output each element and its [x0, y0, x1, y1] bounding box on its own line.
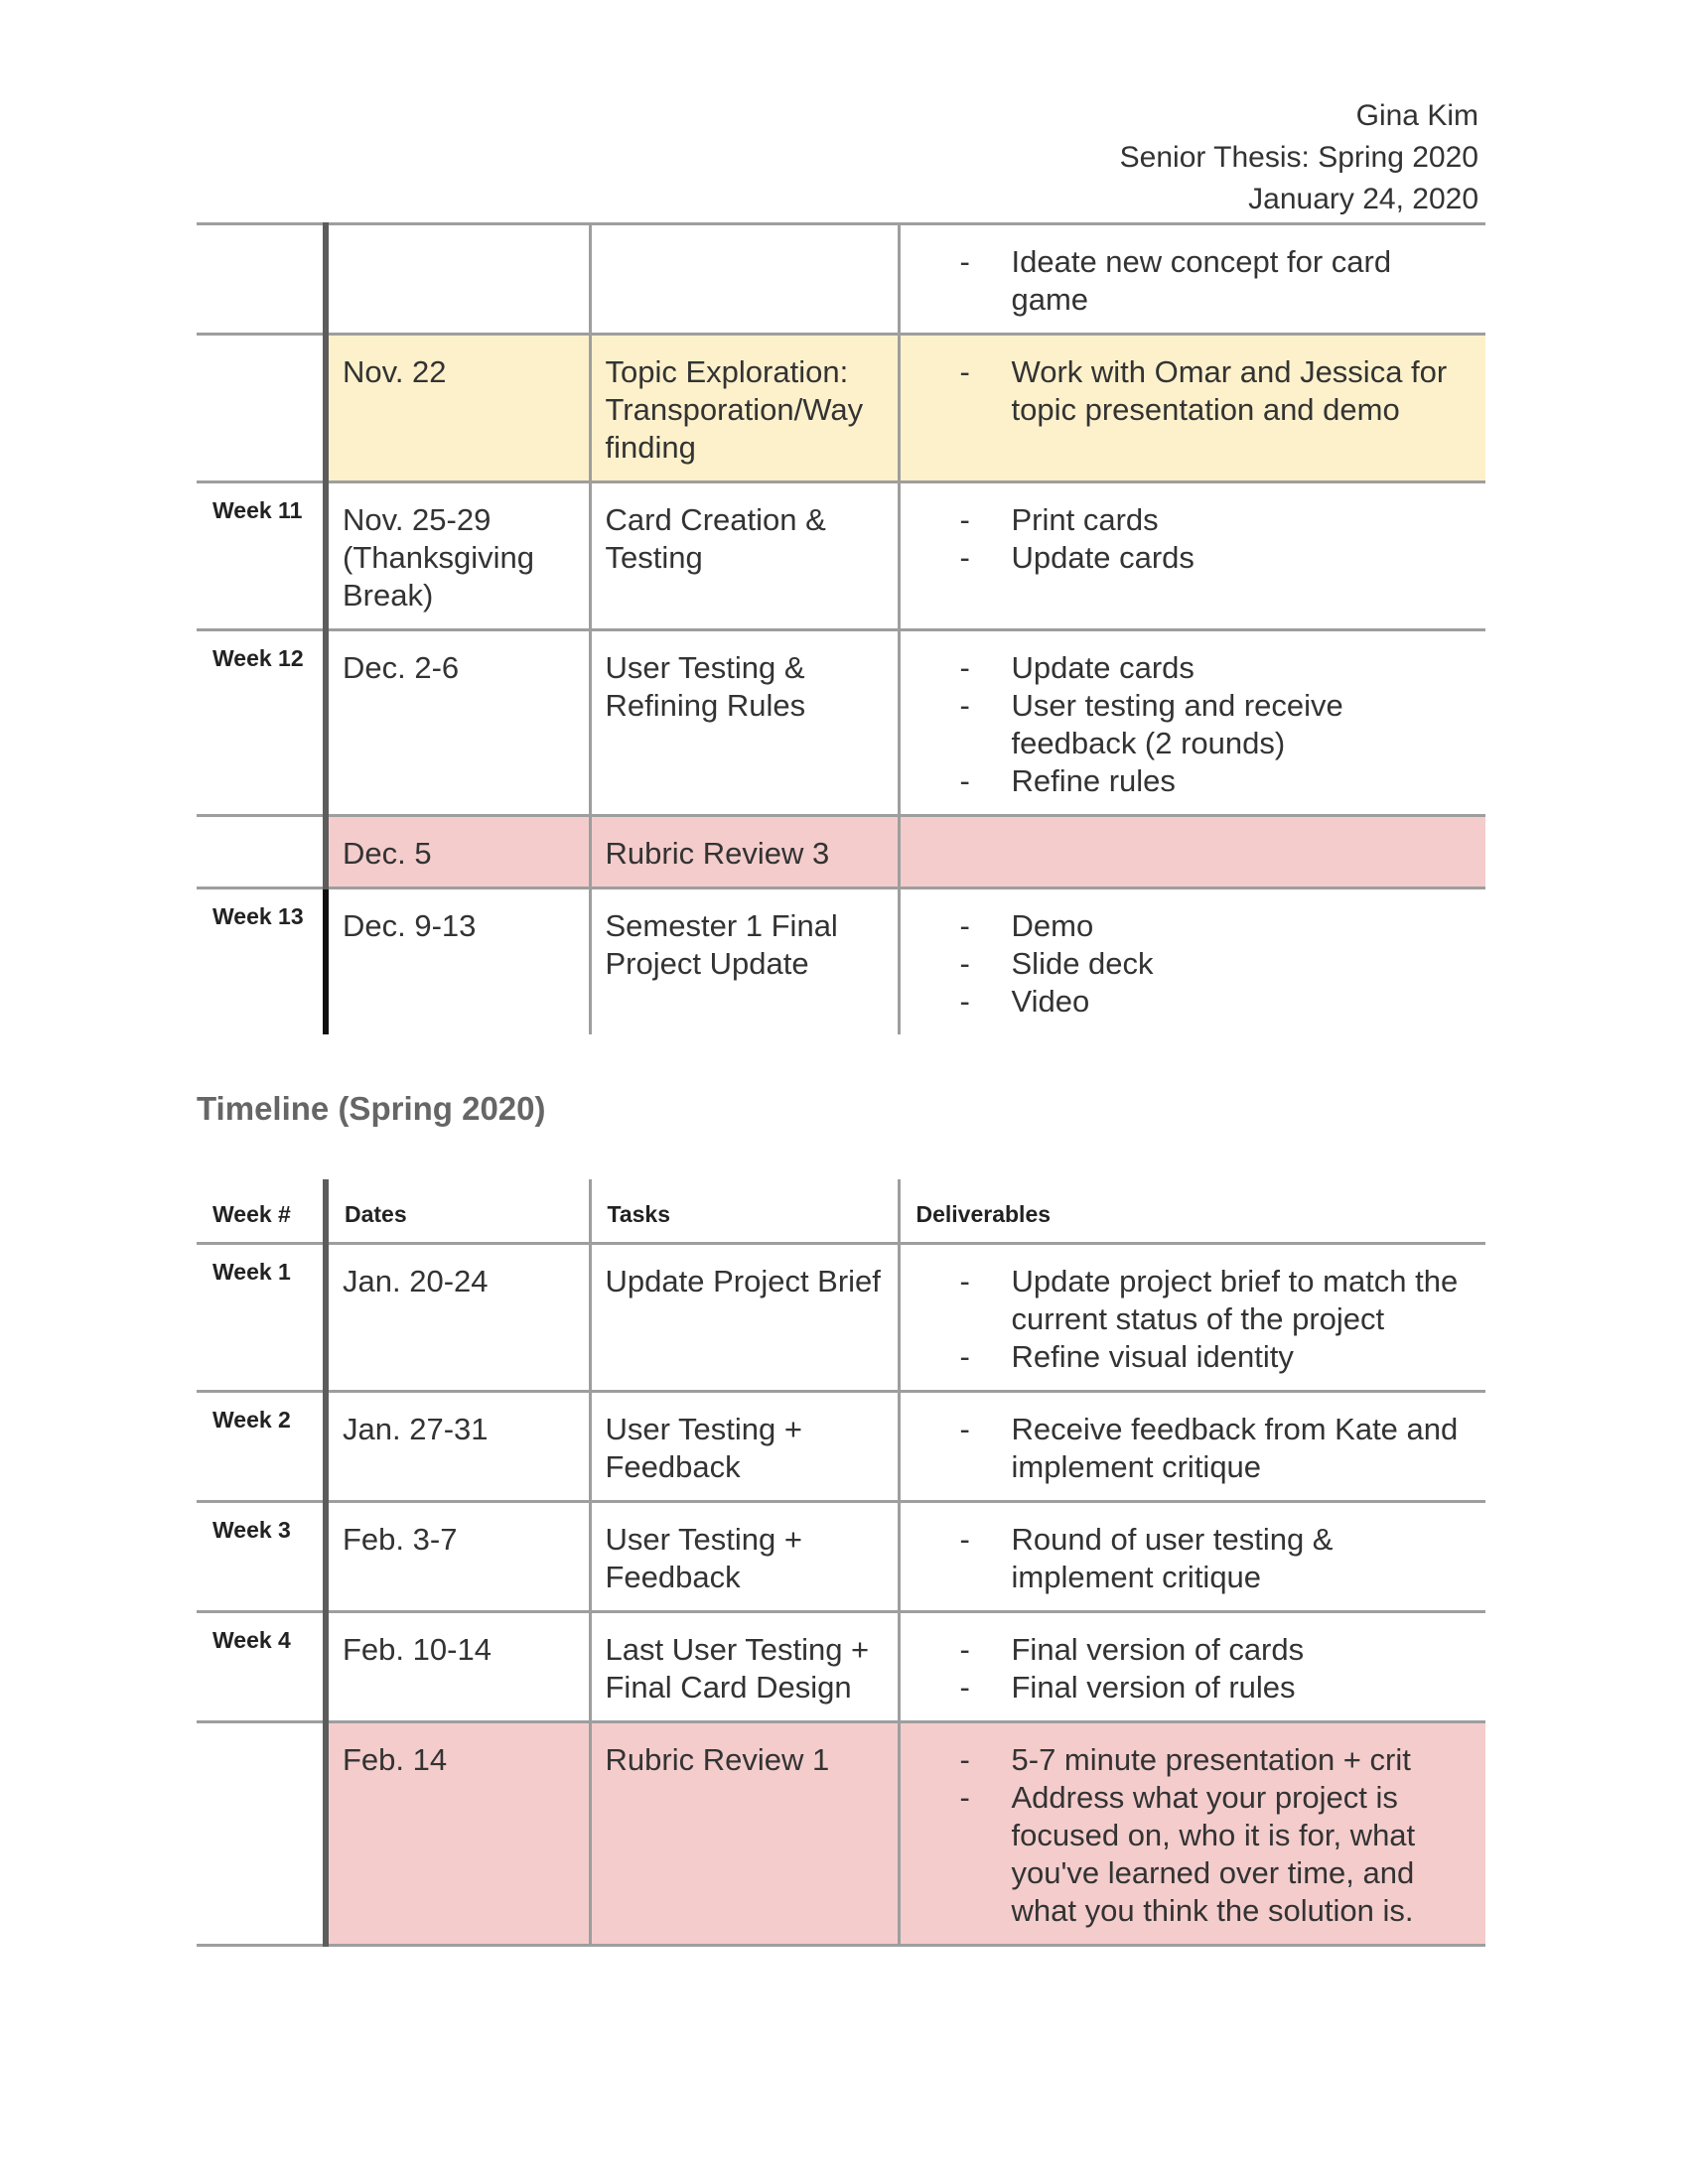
deliverables-list	[901, 225, 1486, 333]
dates-cell: Dec. 2-6	[343, 650, 460, 685]
author-name: Gina Kim	[1355, 99, 1478, 132]
list-item: - Work with Omar and Jessica for topic presentation and demo	[960, 353, 1461, 429]
list-item: - Refine rules	[960, 762, 1461, 800]
deliverables-list	[901, 1245, 1486, 1390]
list-item: - Refine visual identity	[960, 1338, 1461, 1376]
tasks-cell: Rubric Review 3	[605, 836, 830, 871]
tasks-cell: User Testing + Feedback	[605, 1412, 802, 1484]
list-item: - Update cards	[960, 649, 1461, 687]
document-header	[1120, 95, 1478, 220]
list-item: - 5-7 minute presentation + crit	[960, 1741, 1461, 1779]
list-item: - Receive feedback from Kate and implement critique	[960, 1411, 1461, 1486]
deliverables-list	[901, 1503, 1486, 1610]
week-label	[197, 817, 323, 829]
deliverables-list	[901, 631, 1486, 814]
tasks-cell: User Testing + Feedback	[605, 1522, 802, 1594]
dates-cell: Feb. 10-14	[343, 1632, 492, 1667]
tasks-cell: Topic Exploration: Transporation/Way finding	[605, 354, 864, 465]
week-label: Week 1	[212, 1259, 291, 1285]
spring-timeline-table	[197, 1179, 1485, 1947]
course-title: Senior Thesis: Spring 2020	[1119, 141, 1478, 174]
week-label	[197, 1723, 323, 1735]
week-label	[197, 336, 323, 347]
deliverables-list	[901, 889, 1486, 1034]
table-row	[197, 1244, 1485, 1392]
table-row	[197, 1392, 1485, 1502]
table-row	[197, 224, 1485, 335]
dates-cell: Nov. 25-29 (Thanksgiving Break)	[343, 502, 534, 613]
dates-cell: Dec. 9-13	[343, 908, 477, 943]
deliverables-list	[901, 1393, 1486, 1500]
list-item: - Print cards	[960, 501, 1461, 539]
column-header-deliverables: Deliverables	[915, 1201, 1052, 1227]
tasks-cell: Last User Testing + Final Card Design	[605, 1632, 870, 1705]
table-header-row	[197, 1179, 1485, 1244]
table-row	[197, 888, 1485, 1035]
dates-cell: Feb. 14	[343, 1742, 448, 1777]
fall-timeline-table	[197, 222, 1485, 1034]
table-row	[197, 335, 1485, 482]
dates-cell: Jan. 20-24	[343, 1264, 489, 1298]
table-row	[197, 482, 1485, 630]
deliverables-list	[901, 336, 1486, 443]
table-row	[197, 1612, 1485, 1722]
column-header-week: Week #	[212, 1201, 291, 1227]
list-item: - Video	[960, 983, 1461, 1021]
list-item: - Final version of cards	[960, 1631, 1461, 1669]
dates-cell	[329, 225, 589, 257]
list-item: - Ideate new concept for card game	[960, 243, 1461, 319]
dates-cell: Jan. 27-31	[343, 1412, 489, 1446]
deliverables-list	[901, 483, 1486, 591]
week-label: Week 3	[212, 1517, 291, 1543]
list-item: - Final version of rules	[960, 1669, 1461, 1706]
column-header-tasks: Tasks	[607, 1201, 671, 1227]
deliverables-list	[901, 1613, 1486, 1720]
tasks-cell: Semester 1 Final Project Update	[605, 908, 838, 981]
week-label	[197, 225, 323, 237]
table-row	[197, 1502, 1485, 1612]
week-label: Week 4	[212, 1627, 291, 1653]
list-item: - Demo	[960, 907, 1461, 945]
list-item: - Slide deck	[960, 945, 1461, 983]
tasks-cell: Card Creation & Testing	[605, 502, 826, 575]
table-row	[197, 630, 1485, 816]
column-header-dates: Dates	[345, 1201, 407, 1227]
table-row	[197, 816, 1485, 888]
deliverables-list	[901, 1723, 1486, 1944]
dates-cell: Dec. 5	[343, 836, 432, 871]
list-item: - Update project brief to match the current status of the project	[960, 1263, 1461, 1338]
dates-cell: Feb. 3-7	[343, 1522, 458, 1557]
week-label: Week 12	[212, 645, 304, 671]
document-date: January 24, 2020	[1248, 183, 1478, 215]
tasks-cell	[592, 225, 898, 257]
week-label: Week 13	[212, 903, 304, 929]
week-label: Week 2	[212, 1407, 291, 1433]
tasks-cell: User Testing & Refining Rules	[605, 650, 806, 723]
list-item: - Update cards	[960, 539, 1461, 577]
tasks-cell: Update Project Brief	[605, 1264, 881, 1298]
table-row	[197, 1722, 1485, 1946]
dates-cell: Nov. 22	[343, 354, 447, 389]
tasks-cell: Rubric Review 1	[605, 1742, 830, 1777]
list-item: - Round of user testing & implement critique	[960, 1521, 1461, 1596]
list-item: - User testing and receive feedback (2 rounds)	[960, 687, 1461, 762]
week-label: Week 11	[212, 497, 303, 523]
list-item: - Address what your project is focused on, who it is for, what you've learned over time, and what you think the solution is.	[960, 1779, 1461, 1930]
section-title: Timeline (Spring 2020)	[197, 1090, 546, 1127]
